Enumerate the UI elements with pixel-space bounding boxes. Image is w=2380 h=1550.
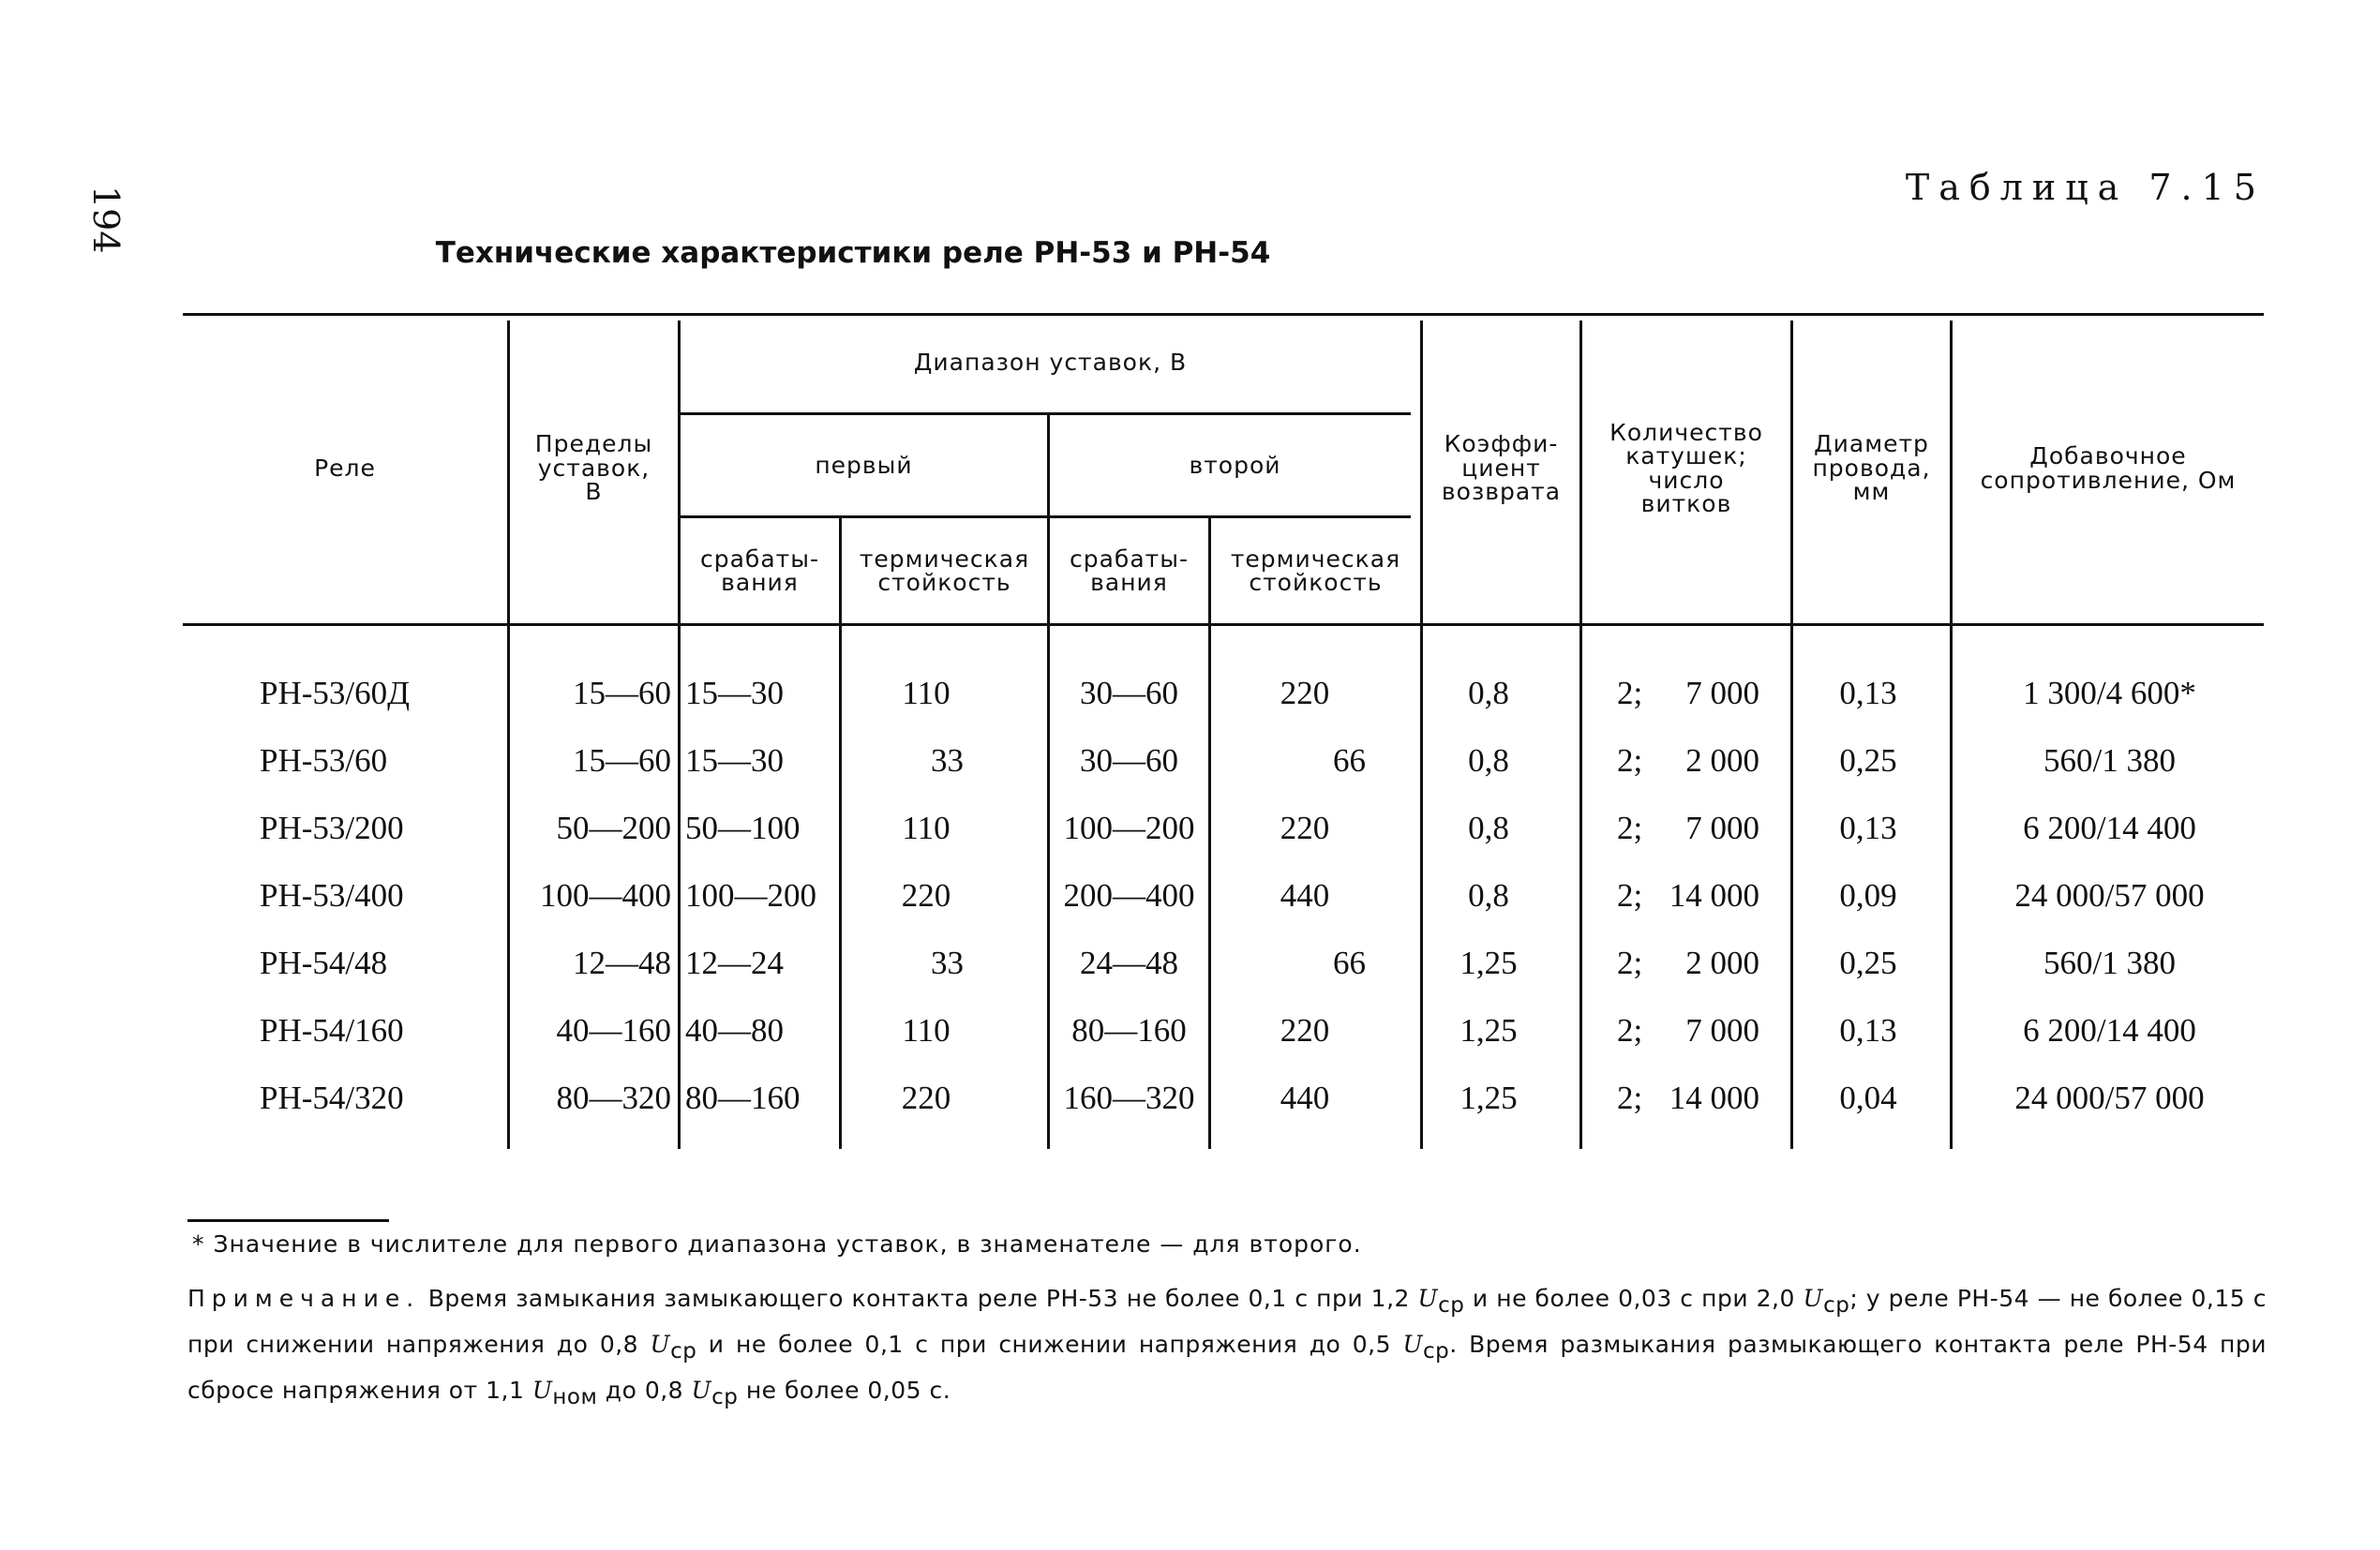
note-text: не более 0,05 с. <box>738 1377 951 1404</box>
cell-operate-1: 15—30 <box>685 675 784 711</box>
cell-thermal-2: 440 <box>1280 1080 1330 1116</box>
cell-thermal-1: 33 <box>931 945 964 981</box>
cell-thermal-2: 66 <box>1333 945 1366 981</box>
header-relay: Реле <box>314 454 376 482</box>
header-operate-1: срабаты- вания <box>700 544 819 596</box>
note-label: Примечание. <box>187 1285 421 1312</box>
cell-relay: РН-54/48 <box>260 945 388 981</box>
cell-operate-1: 80—160 <box>685 1080 801 1116</box>
cell-wire-diameter: 0,13 <box>1839 1012 1897 1049</box>
cell-wire-diameter: 0,09 <box>1839 877 1897 914</box>
cell-resistance: 24 000/57 000 <box>2014 877 2205 914</box>
voltage-subscript: ном <box>552 1385 598 1409</box>
cell-return-coefficient: 0,8 <box>1468 675 1509 711</box>
cell-thermal-1: 110 <box>902 810 951 846</box>
cell-coil-count: 2; <box>1617 877 1643 914</box>
header-wire-diameter: Диаметр провода, мм <box>1812 430 1931 506</box>
voltage-subscript: ср <box>1438 1293 1465 1318</box>
note-paragraph <box>187 1279 2267 1417</box>
table-row <box>183 795 2264 862</box>
page-number: 194 <box>85 186 127 254</box>
cell-thermal-1: 220 <box>901 1080 951 1116</box>
relay-specs-table <box>183 313 2264 1156</box>
cell-resistance: 6 200/14 400 <box>2023 810 2196 846</box>
cell-limits: 15—60 <box>573 675 671 711</box>
table-row <box>183 660 2264 727</box>
header-operate-2: срабаты- вания <box>1070 544 1189 596</box>
cell-wire-diameter: 0,04 <box>1839 1080 1897 1116</box>
voltage-subscript: ср <box>1823 1293 1850 1318</box>
table-row <box>183 727 2264 795</box>
cell-relay: РН-53/200 <box>260 810 404 846</box>
cell-thermal-2: 220 <box>1280 810 1330 846</box>
cell-resistance: 560/1 380 <box>2043 945 2176 981</box>
cell-thermal-2: 220 <box>1280 1012 1330 1049</box>
cell-return-coefficient: 1,25 <box>1459 1080 1518 1116</box>
cell-operate-2: 24—48 <box>1080 945 1178 981</box>
cell-relay: РН-54/320 <box>260 1080 404 1116</box>
note-text: Время замыкания замыкающего контакта реле РН-53 не более 0,1 с при 1,2 <box>420 1285 1418 1312</box>
cell-coil-count: 2; <box>1617 810 1643 846</box>
voltage-subscript: ср <box>670 1339 697 1364</box>
note-text: и не более 0,03 с при 2,0 <box>1464 1285 1804 1312</box>
cell-relay: РН-54/160 <box>260 1012 404 1049</box>
table-title: Технические характеристики реле РН-53 и РН-54 <box>435 236 1271 270</box>
cell-coil-count: 2; <box>1617 945 1643 981</box>
voltage-symbol: U <box>1803 1285 1824 1312</box>
cell-operate-1: 12—24 <box>685 945 784 981</box>
header-return-coefficient: Коэффи- циент возврата <box>1441 430 1562 506</box>
footnote-rule <box>187 1219 389 1222</box>
cell-turns: 14 000 <box>1669 877 1759 914</box>
footnote: * Значение в числителе для первого диапазона уставок, в знаменателе — для второго. <box>192 1230 1362 1258</box>
cell-thermal-1: 220 <box>901 877 951 914</box>
table-row <box>183 1065 2264 1132</box>
voltage-symbol: U <box>531 1377 553 1404</box>
cell-coil-count: 2; <box>1617 1080 1643 1116</box>
voltage-symbol: U <box>1417 1285 1439 1312</box>
cell-turns: 14 000 <box>1669 1080 1759 1116</box>
cell-limits: 50—200 <box>556 810 671 846</box>
cell-turns: 2 000 <box>1685 945 1759 981</box>
cell-coil-count: 2; <box>1617 742 1643 779</box>
cell-wire-diameter: 0,25 <box>1839 742 1897 779</box>
cell-relay: РН-53/60 <box>260 742 388 779</box>
cell-coil-count: 2; <box>1617 1012 1643 1049</box>
header-resistance: Добавочное сопротивление, Ом <box>1980 442 2237 494</box>
cell-limits: 80—320 <box>556 1080 671 1116</box>
header-thermal-1: термическая стойкость <box>859 544 1030 596</box>
cell-thermal-1: 110 <box>902 675 951 711</box>
cell-operate-1: 50—100 <box>685 810 801 846</box>
table-row <box>183 862 2264 930</box>
cell-operate-1: 100—200 <box>685 877 816 914</box>
voltage-subscript: ср <box>1423 1339 1450 1364</box>
cell-limits: 15—60 <box>573 742 671 779</box>
cell-return-coefficient: 1,25 <box>1459 1012 1518 1049</box>
cell-thermal-2: 220 <box>1280 675 1330 711</box>
voltage-symbol: U <box>691 1377 712 1404</box>
cell-thermal-2: 66 <box>1333 742 1366 779</box>
cell-operate-2: 30—60 <box>1080 742 1178 779</box>
cell-operate-2: 80—160 <box>1071 1012 1187 1049</box>
cell-limits: 100—400 <box>540 877 671 914</box>
note-text: и не более 0,1 с при снижении напряжения до 0,5 <box>696 1331 1403 1358</box>
header-second-range: второй <box>1189 451 1281 479</box>
cell-coil-count: 2; <box>1617 675 1643 711</box>
cell-resistance: 560/1 380 <box>2043 742 2176 779</box>
cell-resistance: 24 000/57 000 <box>2014 1080 2205 1116</box>
cell-return-coefficient: 0,8 <box>1468 742 1509 779</box>
voltage-subscript: ср <box>711 1385 739 1409</box>
note-text: . Время размыкания размыкающего контакта реле РН-54 при сбросе напряжения от 1,1 <box>187 1331 2267 1404</box>
header-limits: Пределы уставок, В <box>534 430 653 506</box>
cell-thermal-1: 33 <box>931 742 964 779</box>
cell-limits: 40—160 <box>556 1012 671 1049</box>
cell-return-coefficient: 1,25 <box>1459 945 1518 981</box>
cell-operate-2: 30—60 <box>1080 675 1178 711</box>
cell-return-coefficient: 0,8 <box>1468 810 1509 846</box>
cell-resistance: 1 300/4 600* <box>2023 675 2196 711</box>
cell-turns: 7 000 <box>1685 675 1759 711</box>
table-label: Таблица 7.15 <box>1905 167 2266 208</box>
header-thermal-2: термическая стойкость <box>1230 544 1401 596</box>
table-row <box>183 997 2264 1065</box>
voltage-symbol: U <box>650 1331 671 1358</box>
cell-thermal-1: 110 <box>902 1012 951 1049</box>
note-text: ; у реле РН-54 — не более 0,15 с при снижении напряжения до 0,8 <box>187 1285 2268 1358</box>
header-coils: Количество катушек; число витков <box>1609 418 1763 517</box>
voltage-symbol: U <box>1402 1331 1424 1358</box>
cell-turns: 2 000 <box>1685 742 1759 779</box>
cell-wire-diameter: 0,25 <box>1839 945 1897 981</box>
header-first-range: первый <box>815 451 913 479</box>
cell-wire-diameter: 0,13 <box>1839 675 1897 711</box>
cell-wire-diameter: 0,13 <box>1839 810 1897 846</box>
table-row <box>183 930 2264 997</box>
cell-relay: РН-53/60Д <box>260 675 410 711</box>
cell-operate-2: 100—200 <box>1063 810 1195 846</box>
cell-operate-2: 200—400 <box>1063 877 1195 914</box>
cell-turns: 7 000 <box>1685 810 1759 846</box>
cell-limits: 12—48 <box>573 945 671 981</box>
cell-resistance: 6 200/14 400 <box>2023 1012 2196 1049</box>
cell-thermal-2: 440 <box>1280 877 1330 914</box>
cell-relay: РН-53/400 <box>260 877 404 914</box>
header-range: Диапазон уставок, В <box>913 349 1188 377</box>
cell-operate-1: 40—80 <box>685 1012 784 1049</box>
cell-operate-1: 15—30 <box>685 742 784 779</box>
cell-turns: 7 000 <box>1685 1012 1759 1049</box>
cell-operate-2: 160—320 <box>1063 1080 1195 1116</box>
note-text: до 0,8 <box>597 1377 692 1404</box>
cell-return-coefficient: 0,8 <box>1468 877 1509 914</box>
